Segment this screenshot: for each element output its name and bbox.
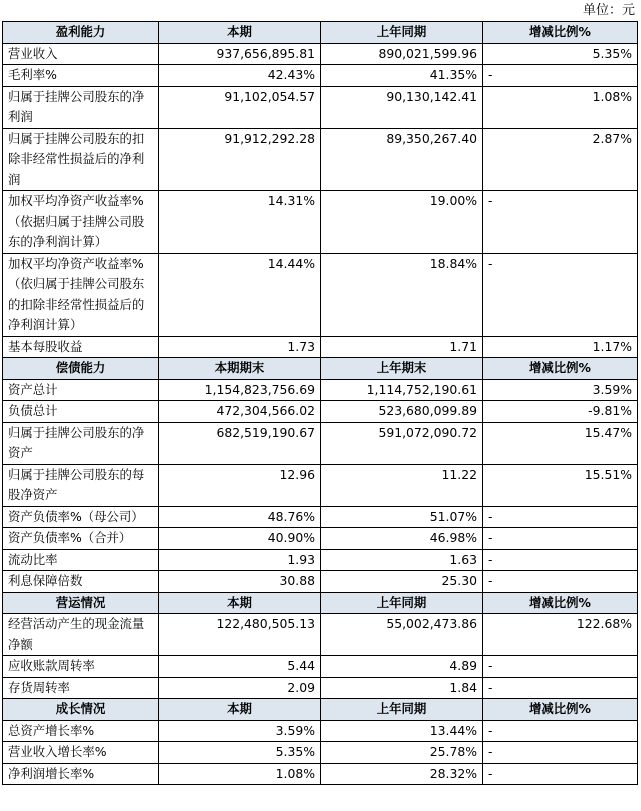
table-row [3, 614, 638, 656]
table-cell: 122.68% [483, 614, 638, 656]
row-label: 资产总计 [3, 379, 159, 401]
column-header: 增减比例% [483, 699, 638, 721]
table-cell: 2.09 [159, 677, 321, 699]
table-row [3, 656, 638, 678]
table-cell: 30.88 [159, 571, 321, 593]
row-label: 归属于挂牌公司股东的扣除非经常性损益后的净利润 [3, 128, 159, 191]
table-cell: - [483, 571, 638, 593]
column-header: 偿债能力 [3, 358, 159, 380]
table-cell: 937,656,895.81 [159, 43, 321, 65]
table-cell: - [483, 65, 638, 87]
table-cell: 2.87% [483, 128, 638, 191]
table-cell: 122,480,505.13 [159, 614, 321, 656]
table-row [3, 86, 638, 128]
table-cell: 4.89 [321, 656, 483, 678]
table-cell: 5.35% [483, 43, 638, 65]
table-cell: - [483, 763, 638, 785]
table-cell: 1.17% [483, 336, 638, 358]
table-cell: 14.44% [159, 253, 321, 336]
table-row [3, 336, 638, 358]
row-label: 应收账款周转率 [3, 656, 159, 678]
row-label: 营业收入 [3, 43, 159, 65]
table-cell: 1.93 [159, 549, 321, 571]
table-row [3, 506, 638, 528]
row-label: 存货周转率 [3, 677, 159, 699]
table-cell: - [483, 506, 638, 528]
table-row [3, 677, 638, 699]
column-header: 上年同期 [321, 592, 483, 614]
table-cell: 55,002,473.86 [321, 614, 483, 656]
table-cell: 5.35% [159, 742, 321, 764]
table-cell: 1.63 [321, 549, 483, 571]
table-cell: 28.32% [321, 763, 483, 785]
financial-indicators-table [2, 21, 638, 785]
table-cell: 89,350,267.40 [321, 128, 483, 191]
column-header: 本期 [159, 699, 321, 721]
table-cell: 48.76% [159, 506, 321, 528]
table-row [3, 422, 638, 464]
table-cell: 13.44% [321, 720, 483, 742]
table-row [3, 379, 638, 401]
row-label: 归属于挂牌公司股东的每股净资产 [3, 464, 159, 506]
row-label: 利息保障倍数 [3, 571, 159, 593]
table-cell: 25.30 [321, 571, 483, 593]
table-cell: 12.96 [159, 464, 321, 506]
table-row [3, 464, 638, 506]
table-cell: 11.22 [321, 464, 483, 506]
row-label: 归属于挂牌公司股东的净利润 [3, 86, 159, 128]
section-header-row [3, 592, 638, 614]
column-header: 上年期末 [321, 358, 483, 380]
table-cell: - [483, 656, 638, 678]
table-cell: 90,130,142.41 [321, 86, 483, 128]
column-header: 本期 [159, 22, 321, 44]
row-label: 负债总计 [3, 401, 159, 423]
table-cell: 1.84 [321, 677, 483, 699]
table-cell: 1.08% [159, 763, 321, 785]
table-cell: 682,519,190.67 [159, 422, 321, 464]
table-cell: 523,680,099.89 [321, 401, 483, 423]
column-header: 上年同期 [321, 699, 483, 721]
column-header: 成长情况 [3, 699, 159, 721]
table-cell: 472,304,566.02 [159, 401, 321, 423]
table-row [3, 571, 638, 593]
table-cell: - [483, 528, 638, 550]
table-row [3, 65, 638, 87]
table-row [3, 128, 638, 191]
row-label: 总资产增长率% [3, 720, 159, 742]
table-cell: 40.90% [159, 528, 321, 550]
table-cell: 46.98% [321, 528, 483, 550]
table-row [3, 43, 638, 65]
table-row [3, 742, 638, 764]
table-cell: 3.59% [483, 379, 638, 401]
row-label: 营业收入增长率% [3, 742, 159, 764]
table-cell: 1,154,823,756.69 [159, 379, 321, 401]
table-cell: 19.00% [321, 191, 483, 254]
table-cell: - [483, 742, 638, 764]
table-cell: 91,912,292.28 [159, 128, 321, 191]
table-row [3, 191, 638, 254]
table-cell: - [483, 191, 638, 254]
column-header: 本期期末 [159, 358, 321, 380]
table-cell: 1,114,752,190.61 [321, 379, 483, 401]
column-header: 增减比例% [483, 358, 638, 380]
table-row [3, 763, 638, 785]
row-label: 经营活动产生的现金流量净额 [3, 614, 159, 656]
row-label: 归属于挂牌公司股东的净资产 [3, 422, 159, 464]
table-cell: 1.71 [321, 336, 483, 358]
table-cell: 15.51% [483, 464, 638, 506]
table-cell: -9.81% [483, 401, 638, 423]
table-cell: 41.35% [321, 65, 483, 87]
table-row [3, 253, 638, 336]
column-header: 盈利能力 [3, 22, 159, 44]
section-header-row [3, 699, 638, 721]
table-cell: 51.07% [321, 506, 483, 528]
section-header-row [3, 358, 638, 380]
table-cell: 42.43% [159, 65, 321, 87]
table-cell: - [483, 720, 638, 742]
table-row [3, 528, 638, 550]
table-cell: 1.08% [483, 86, 638, 128]
table-cell: - [483, 253, 638, 336]
table-cell: 14.31% [159, 191, 321, 254]
column-header: 营运情况 [3, 592, 159, 614]
row-label: 净利润增长率% [3, 763, 159, 785]
row-label: 加权平均净资产收益率%（依据归属于挂牌公司股东的净利润计算） [3, 191, 159, 254]
table-cell: 1.73 [159, 336, 321, 358]
table-cell: 3.59% [159, 720, 321, 742]
row-label: 基本每股收益 [3, 336, 159, 358]
table-row [3, 549, 638, 571]
table-cell: - [483, 549, 638, 571]
row-label: 资产负债率%（母公司） [3, 506, 159, 528]
table-cell: 25.78% [321, 742, 483, 764]
row-label: 资产负债率%（合并） [3, 528, 159, 550]
table-cell: 91,102,054.57 [159, 86, 321, 128]
column-header: 上年同期 [321, 22, 483, 44]
unit-label: 单位：元 [582, 3, 635, 18]
table-row [3, 720, 638, 742]
table-cell: - [483, 677, 638, 699]
table-row [3, 401, 638, 423]
column-header: 增减比例% [483, 22, 638, 44]
section-header-row [3, 22, 638, 44]
column-header: 本期 [159, 592, 321, 614]
row-label: 流动比率 [3, 549, 159, 571]
table-cell: 15.47% [483, 422, 638, 464]
table-cell: 18.84% [321, 253, 483, 336]
table-cell: 591,072,090.72 [321, 422, 483, 464]
column-header: 增减比例% [483, 592, 638, 614]
table-cell: 890,021,599.96 [321, 43, 483, 65]
table-cell: 5.44 [159, 656, 321, 678]
row-label: 加权平均净资产收益率%（依归属于挂牌公司股东的扣除非经常性损益后的净利润计算） [3, 253, 159, 336]
row-label: 毛利率% [3, 65, 159, 87]
